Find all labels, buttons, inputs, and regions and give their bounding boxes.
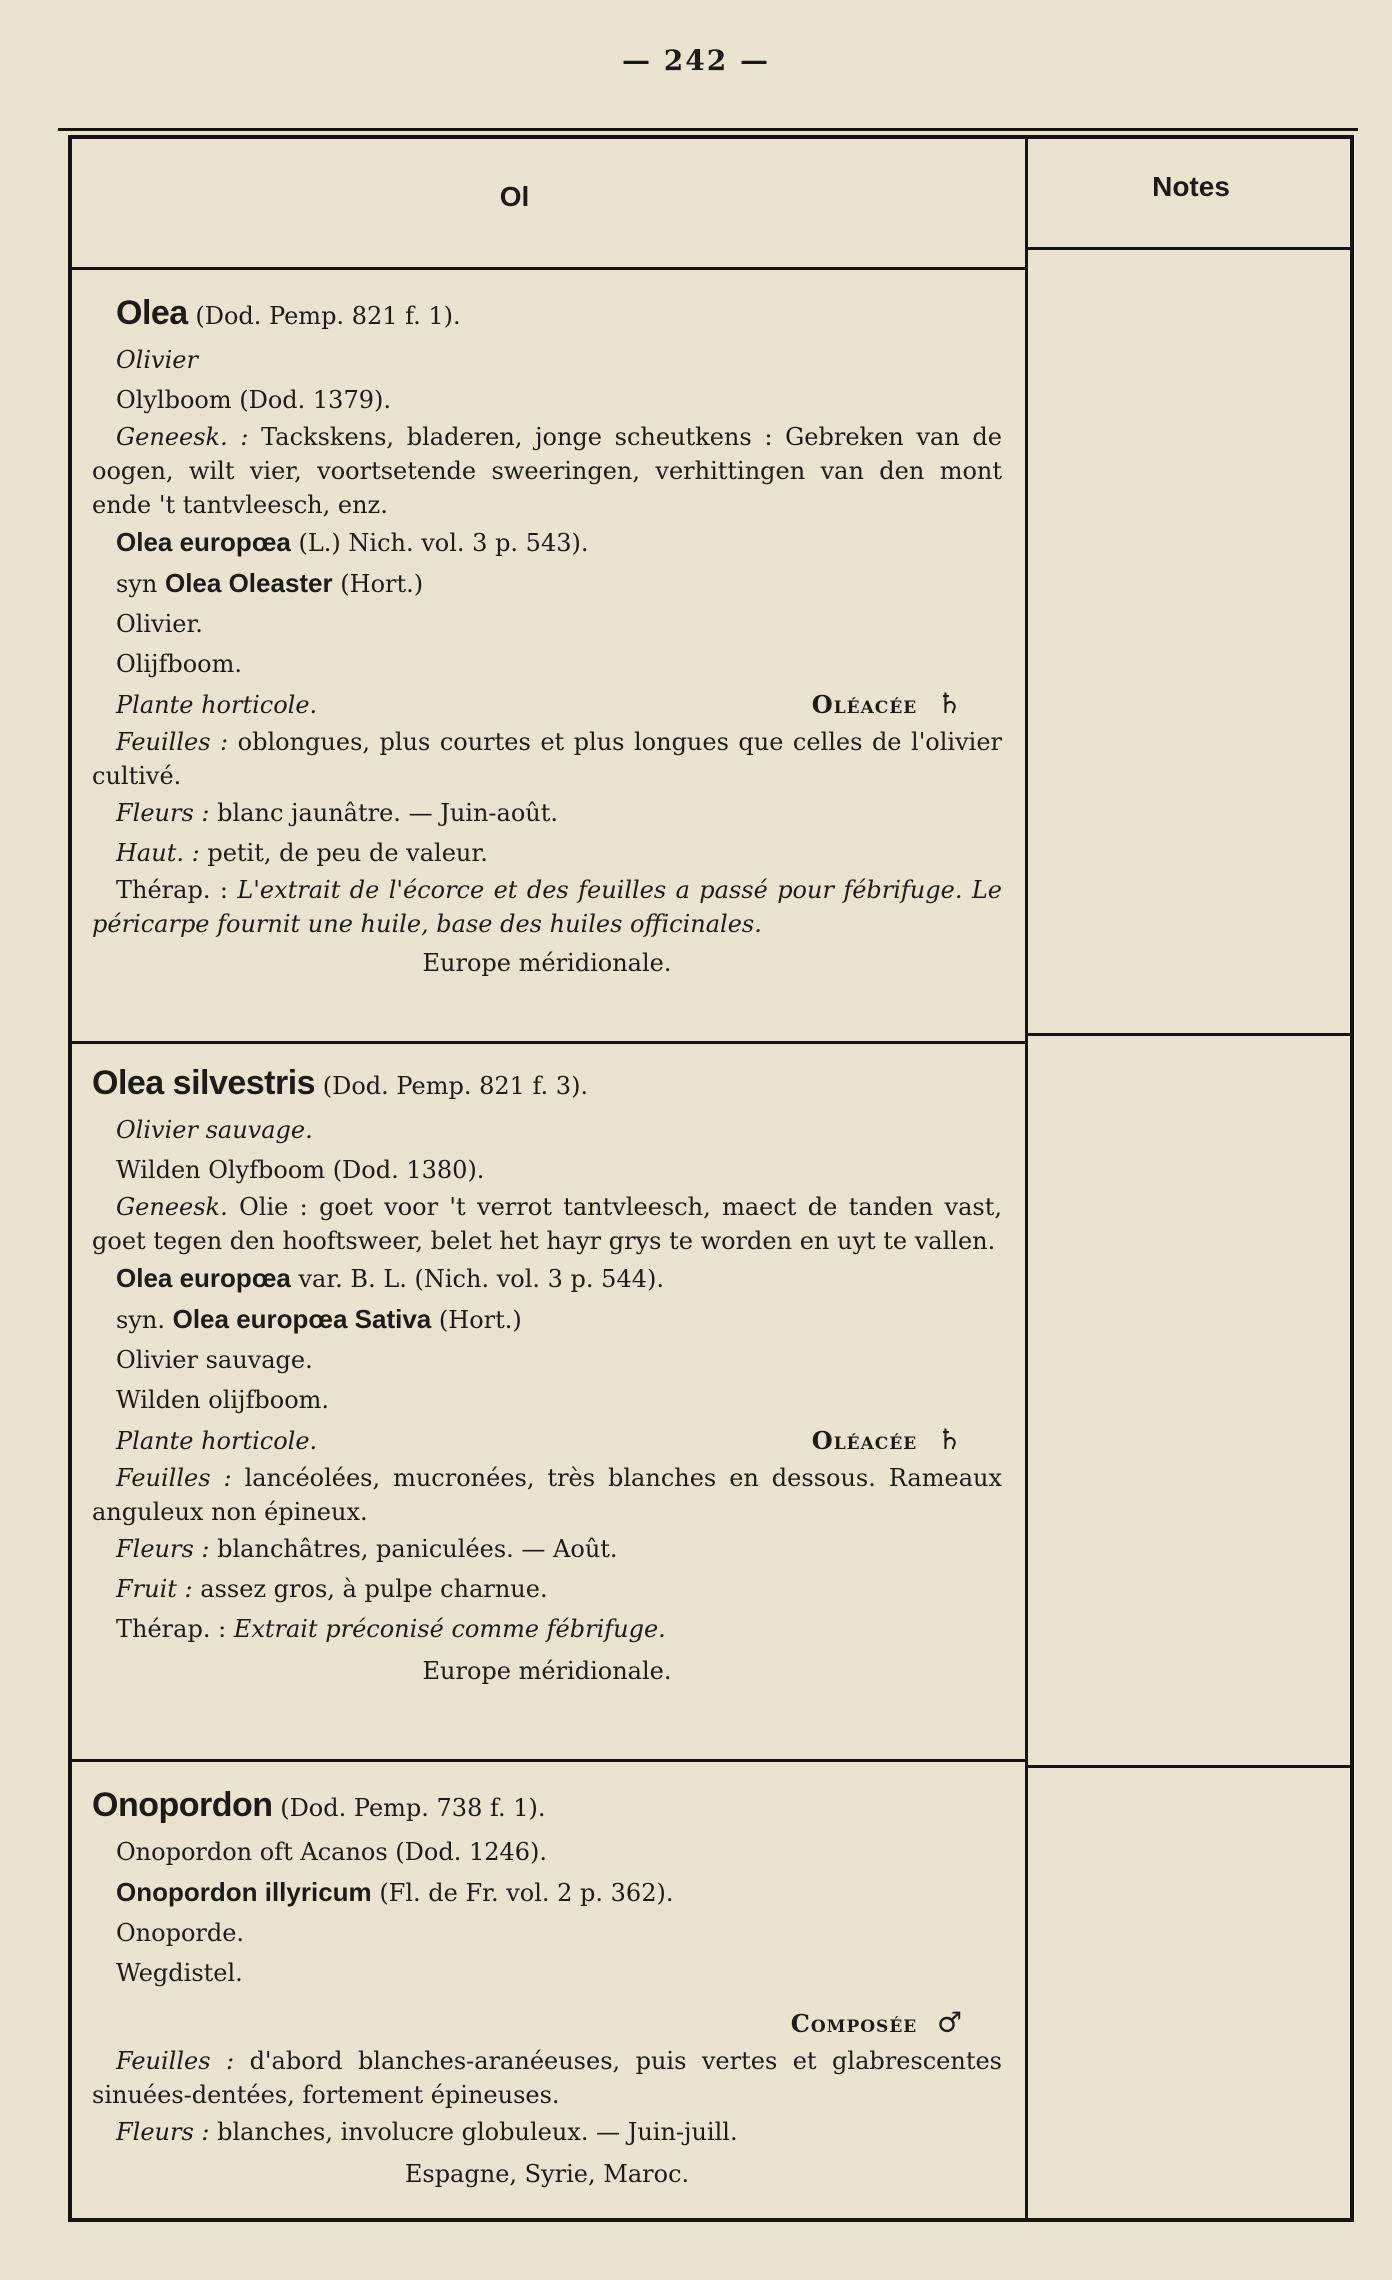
species-line: Olea europœa (L.) Nich. vol. 3 p. 543).: [116, 527, 589, 557]
common-name-nl: Wilden olijfboom.: [116, 1386, 330, 1414]
entry-olea-silvestris: [92, 1059, 1002, 1691]
genus-reference: (Dod. Pemp. 738 f. 1).: [280, 1794, 546, 1822]
geographic-range: Europe méridionale.: [422, 949, 672, 977]
page-number: — 242 —: [622, 44, 770, 77]
tree-symbol-icon: ♄: [936, 1423, 962, 1456]
common-name-fr: Onoporde.: [116, 1919, 245, 1947]
genus-name: Onopordon: [92, 1786, 273, 1824]
genus-reference: (Dod. Pemp. 821 f. 3).: [322, 1072, 589, 1100]
common-name-fr: Olivier sauvage.: [116, 1346, 313, 1374]
top-rule: [58, 128, 1358, 131]
column-header-notes: Notes: [1152, 171, 1230, 202]
plant-family-row: [92, 684, 1002, 725]
therapeutic-note: Thérap. : L'extrait de l'écorce et des feuilles a passé pour fébrifuge. Le péricarpe fournit une huile, base des huiles officinales.: [92, 876, 1002, 938]
plant-family-row: [92, 1420, 1002, 1461]
herbarium-table: [68, 135, 1354, 2222]
plant-family-row: [92, 2003, 1002, 2044]
common-name-nl: Wegdistel.: [116, 1959, 243, 1987]
genus-reference: (Dod. Pemp. 821 f. 1).: [195, 302, 461, 330]
species-line: Onopordon illyricum (Fl. de Fr. vol. 2 p. 362).: [116, 1877, 674, 1907]
dutch-name: Wilden Olyfboom (Dod. 1380).: [116, 1156, 485, 1184]
genus-name: Olea: [116, 294, 188, 332]
common-name-nl: Olijfboom.: [116, 650, 242, 678]
height-description: Haut. : petit, de peu de valeur.: [116, 839, 488, 867]
family-name: Oléacée: [811, 690, 918, 719]
medicinal-note: Geneesk. Olie : goet voor 't verrot tantvleesch, maect de tanden vast, goet tegen den hooftsweer, belet het hayr grys te worden en uyt te vallen.: [92, 1193, 1002, 1255]
tree-symbol-icon: ♄: [936, 687, 962, 720]
plant-type: Plante horticole.: [116, 691, 318, 719]
french-name: Olivier: [116, 346, 198, 374]
geographic-range: Europe méridionale.: [422, 1657, 672, 1685]
family-name: Composée: [790, 2009, 918, 2038]
fruit-description: Fruit : assez gros, à pulpe charnue.: [116, 1575, 548, 1603]
plant-type: Plante horticole.: [116, 1427, 318, 1455]
entry-divider-1-notes: [1028, 1033, 1354, 1036]
male-symbol-icon: ♂: [936, 2006, 962, 2039]
synonym-line: syn. Olea europœa Sativa (Hort.): [116, 1304, 522, 1334]
genus-name: Olea silvestris: [92, 1064, 316, 1102]
therapeutic-note: Thérap. : Extrait préconisé comme fébrifuge.: [116, 1615, 666, 1643]
column-divider: [1025, 139, 1028, 2218]
synonym-line: syn Olea Oleaster (Hort.): [116, 568, 424, 598]
column-header-genus: Ol: [499, 181, 530, 212]
geographic-range: Espagne, Syrie, Maroc.: [404, 2160, 690, 2188]
leaves-description: Feuilles : lancéolées, mucronées, très blanches en dessous. Rameaux anguleux non épineux.: [92, 1464, 1003, 1526]
common-name-fr: Olivier.: [116, 610, 203, 638]
entry-onopordon: [92, 1781, 1002, 2194]
flowers-description: Fleurs : blanc jaunâtre. — Juin-août.: [116, 799, 559, 827]
french-name: Olivier sauvage.: [116, 1116, 313, 1144]
entry-divider-2-notes: [1028, 1765, 1354, 1768]
flowers-description: Fleurs : blanches, involucre globuleux. — Juin-juill.: [116, 2118, 738, 2146]
entry-olea: [92, 289, 1002, 983]
leaves-description: Feuilles : d'abord blanches-aranéeuses, puis vertes et glabrescentes sinuées-dentées, fortement épineuses.: [92, 2047, 1002, 2109]
medicinal-note: Geneesk. : Tackskens, bladeren, jonge scheutkens : Gebreken van de oogen, wilt vier, voortsetende sweeringen, verhittingen van den mont ende 't tantvleesch, enz.: [92, 423, 1002, 519]
species-line: Olea europœa var. B. L. (Nich. vol. 3 p. 544).: [116, 1263, 664, 1293]
header-rule-notes: [1028, 247, 1354, 250]
flowers-description: Fleurs : blanchâtres, paniculées. — Août.: [116, 1535, 618, 1563]
header-rule: [72, 267, 1025, 270]
dutch-name: Onopordon oft Acanos (Dod. 1246).: [116, 1838, 548, 1866]
family-name: Oléacée: [811, 1426, 918, 1455]
leaves-description: Feuilles : oblongues, plus courtes et plus longues que celles de l'olivier cultivé.: [92, 728, 1002, 790]
entry-divider-1: [72, 1041, 1025, 1044]
dutch-name: Olylboom (Dod. 1379).: [116, 386, 391, 414]
entry-divider-2: [72, 1759, 1025, 1762]
